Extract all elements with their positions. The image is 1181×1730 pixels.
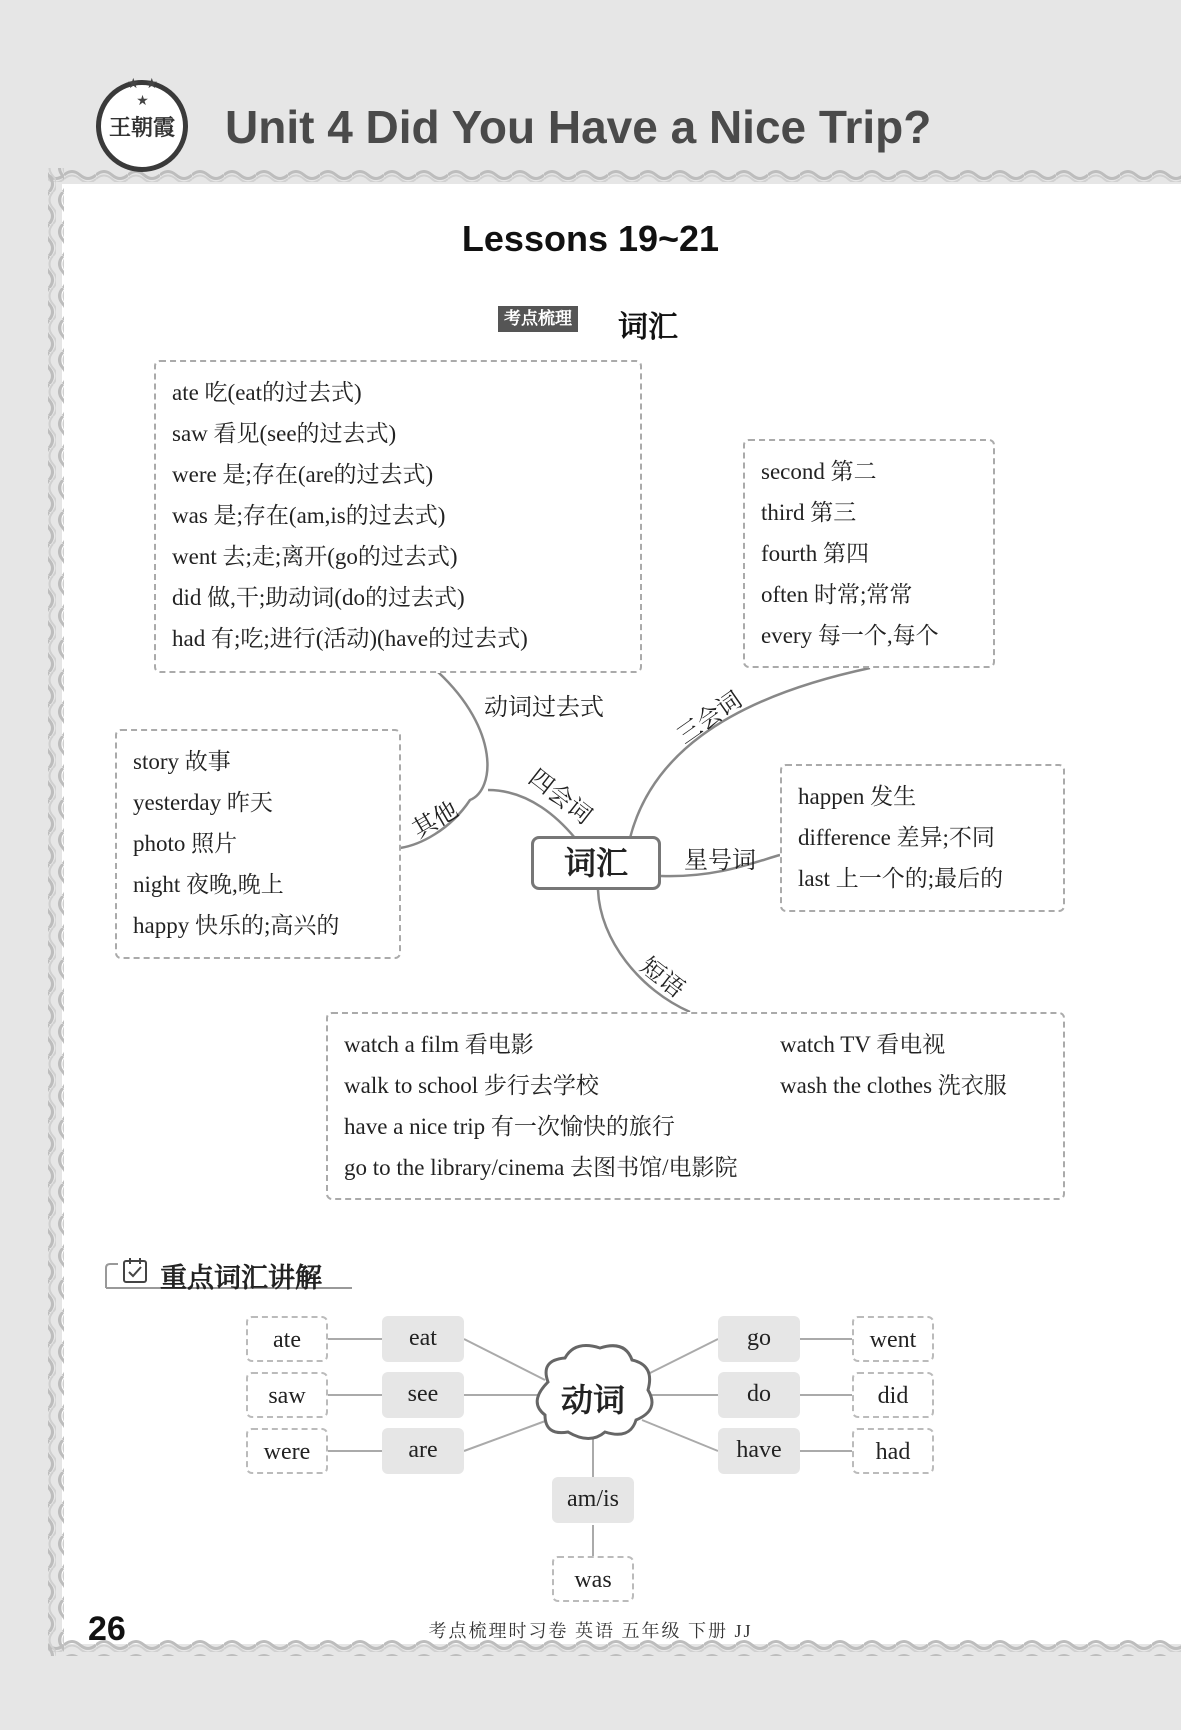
branch-star: 星号词: [684, 847, 756, 874]
list-item: happen 发生: [798, 784, 917, 809]
past-form: did: [852, 1372, 934, 1418]
crown-icon: ★ ★ ★: [127, 75, 159, 108]
branch-phrases: 短语: [634, 952, 690, 1004]
base-form: go: [718, 1316, 800, 1362]
list-item: every 每一个,每个: [761, 623, 939, 648]
list-item: story 故事: [133, 749, 231, 774]
branch-four-skill: 四会词: [523, 764, 597, 830]
list-item: was 是;存在(am,is的过去式): [172, 503, 446, 528]
base-form: do: [718, 1372, 800, 1418]
list-item: walk to school 步行去学校: [344, 1073, 599, 1098]
list-item: go to the library/cinema 去图书馆/电影院: [344, 1155, 738, 1180]
footer-text: 考点梳理时习卷 英语 五年级 下册 JJ: [428, 1621, 753, 1641]
past-form: were: [246, 1428, 328, 1474]
list-item: went 去;走;离开(go的过去式): [172, 544, 458, 569]
list-item: photo 照片: [133, 831, 238, 856]
list-item: ate 吃(eat的过去式): [172, 380, 362, 405]
list-item: have a nice trip 有一次愉快的旅行: [344, 1114, 675, 1139]
verb-map-center: 动词: [560, 1382, 625, 1418]
list-item: wash the clothes 洗衣服: [780, 1073, 1007, 1098]
branch-three-skill: 三会词: [672, 686, 747, 750]
base-form: eat: [382, 1316, 464, 1362]
base-form: am/is: [552, 1477, 634, 1523]
list-item: third 第三: [761, 500, 857, 525]
past-form: saw: [246, 1372, 328, 1418]
list-item: last 上一个的;最后的: [798, 866, 1004, 891]
base-form: are: [382, 1428, 464, 1474]
page-number: 26: [88, 1610, 126, 1648]
branch-past-tense: 动词过去式: [484, 694, 604, 721]
list-item: fourth 第四: [761, 541, 869, 566]
list-item: saw 看见(see的过去式): [172, 421, 397, 446]
list-item: night 夜晚,晚上: [133, 872, 284, 897]
list-item: did 做,干;助动词(do的过去式): [172, 585, 465, 610]
past-form: ate: [246, 1316, 328, 1362]
mindmap-center: 词汇: [531, 836, 661, 890]
past-form: had: [852, 1428, 934, 1474]
list-item: happy 快乐的;高兴的: [133, 913, 340, 938]
section2-title: 重点词汇讲解: [160, 1263, 322, 1293]
list-item: second 第二: [761, 459, 877, 484]
past-form: went: [852, 1316, 934, 1362]
list-item: were 是;存在(are的过去式): [172, 462, 434, 487]
unit-title: Unit 4 Did You Have a Nice Trip?: [225, 101, 932, 153]
branch-others: 其他: [407, 796, 464, 844]
section-tag: 考点梳理: [498, 306, 578, 332]
list-item: had 有;吃;进行(活动)(have的过去式): [172, 626, 528, 651]
list-item: yesterday 昨天: [133, 790, 273, 815]
list-item: difference 差异;不同: [798, 825, 995, 850]
logo-text: 王朝霞: [108, 114, 175, 141]
list-item: often 时常;常常: [761, 582, 913, 607]
base-form: have: [718, 1428, 800, 1474]
section-title: 词汇: [618, 311, 678, 344]
list-item: watch TV 看电视: [780, 1032, 946, 1057]
past-form: was: [552, 1556, 634, 1602]
list-item: watch a film 看电影: [344, 1032, 534, 1057]
base-form: see: [382, 1372, 464, 1418]
lesson-title: Lessons 19~21: [461, 218, 720, 259]
